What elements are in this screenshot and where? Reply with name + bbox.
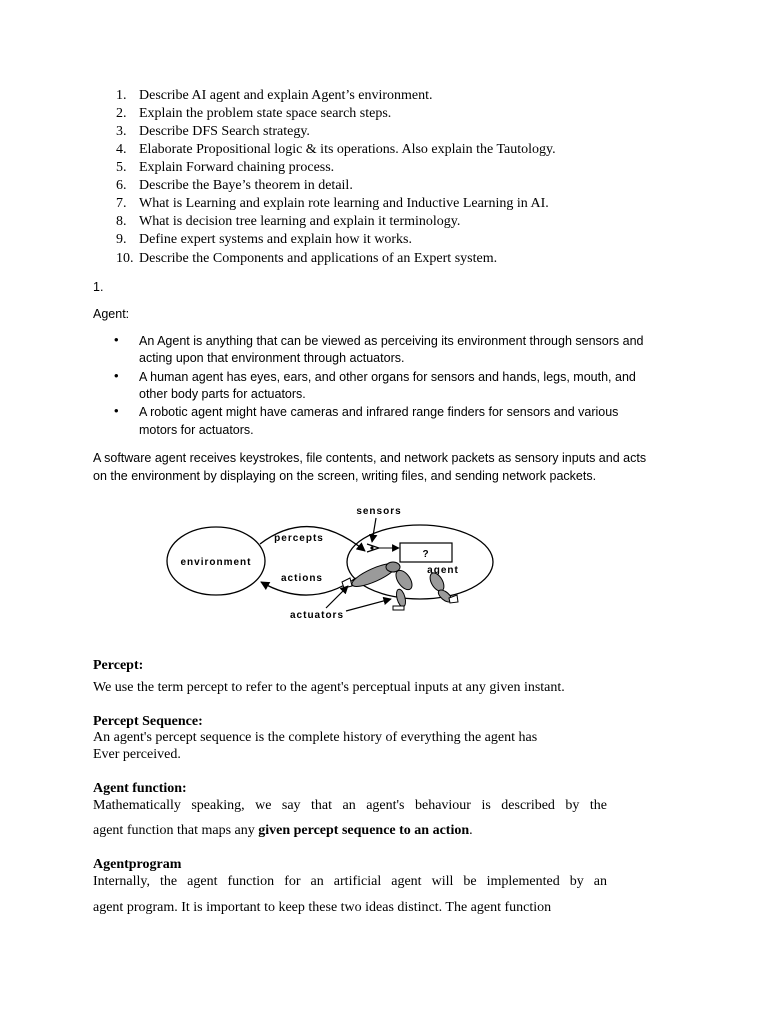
agent-function-text-start: agent function that maps any [93,823,259,838]
paragraph-line: A software agent receives keystrokes, file contents, and network packets as sensory inputs and acts [93,451,647,465]
agent-environment-diagram [160,498,500,628]
question-text: Define expert systems and explain how it works. [139,232,412,247]
question-item [116,231,412,249]
question-item [116,195,549,213]
question-text: Describe the Baye’s theorem in detail. [139,178,353,193]
agent-program-text: agent program. It is important to keep these two ideas distinct. The agent function [93,900,552,915]
question-number: 1. [116,88,127,103]
question-text: Explain Forward chaining process. [139,160,335,175]
environment-label: environment [180,557,252,568]
answer-number: 1. [93,280,104,294]
bullet-line: motors for actuators. [139,423,254,437]
agent-function-text-end: . [469,823,473,838]
percept-text: We use the term percept to refer to the agent's perceptual inputs at any given instant. [93,680,565,695]
question-number: 5. [116,160,127,175]
bullet-line: acting upon that environment through actuators. [139,351,405,365]
question-item [116,105,391,123]
bullet-line: A robotic agent might have cameras and infrared range finders for sensors and various [139,405,619,419]
question-text: What is Learning and explain rote learning and Inductive Learning in AI. [139,196,549,211]
bullet-marker [114,402,119,420]
question-number: 9. [116,232,127,247]
question-number: 7. [116,196,127,211]
question-text: Describe the Components and applications of an Expert system. [139,251,498,266]
bullet-line: A human agent has eyes, ears, and other organs for sensors and hands, legs, mouth, and [139,370,636,384]
question-item [116,141,556,159]
actions-label: actions [280,573,324,584]
percept-heading: Percept: [93,658,144,673]
paragraph-line: on the environment by displaying on the screen, writing files, and sending network packets. [93,469,597,483]
agent-heading: Agent: [93,307,130,321]
question-number: 10. [116,251,134,266]
question-item [116,213,460,231]
question-text: Describe DFS Search strategy. [139,124,310,139]
question-text: Describe AI agent and explain Agent’s environment. [139,88,433,103]
percept-sequence-heading: Percept Sequence: [93,714,203,729]
question-text: What is decision tree learning and explain it terminology. [139,214,461,229]
question-number: 3. [116,124,127,139]
question-text: Explain the problem state space search steps. [139,106,392,121]
agent-program-text: Internally, the agent function for an artificial agent will be implemented by an [93,874,607,889]
agent-function-text [93,822,473,840]
percept-sequence-text: Ever perceived. [93,747,181,762]
bullet-marker [114,331,119,349]
question-text: Elaborate Propositional logic & its operations. Also explain the Tautology. [139,142,556,157]
agent-label: agent [427,565,459,576]
percepts-label: percepts [274,533,324,544]
sensors-arrow [372,518,376,542]
sensor-eye-icon [367,544,399,552]
unknown-process-label: ? [422,549,430,560]
question-item [116,123,310,141]
robot-leg-icon [393,568,415,610]
question-item [116,177,353,195]
sensors-label: sensors [356,506,402,517]
question-number: 4. [116,142,127,157]
agent-function-text: Mathematically speaking, we say that an agent's behaviour is described by the [93,798,607,813]
percept-sequence-text: An agent's percept sequence is the complete history of everything the agent has [93,730,538,745]
agent-program-heading: Agentprogram [93,857,182,872]
bullet-line: An Agent is anything that can be viewed as perceiving its environment through sensors and [139,334,644,348]
agent-function-emphasis: given percept sequence to an action [258,823,470,838]
bullet-line: other body parts for actuators. [139,387,306,401]
question-number: 8. [116,214,127,229]
question-item [116,250,497,268]
question-number: 6. [116,178,127,193]
question-item [116,87,433,105]
question-number: 2. [116,106,127,121]
question-item [116,159,334,177]
actuators-arrow-leg [346,599,391,611]
bullet-marker [114,367,119,385]
agent-function-heading: Agent function: [93,781,187,796]
actuators-label: actuators [289,610,345,621]
